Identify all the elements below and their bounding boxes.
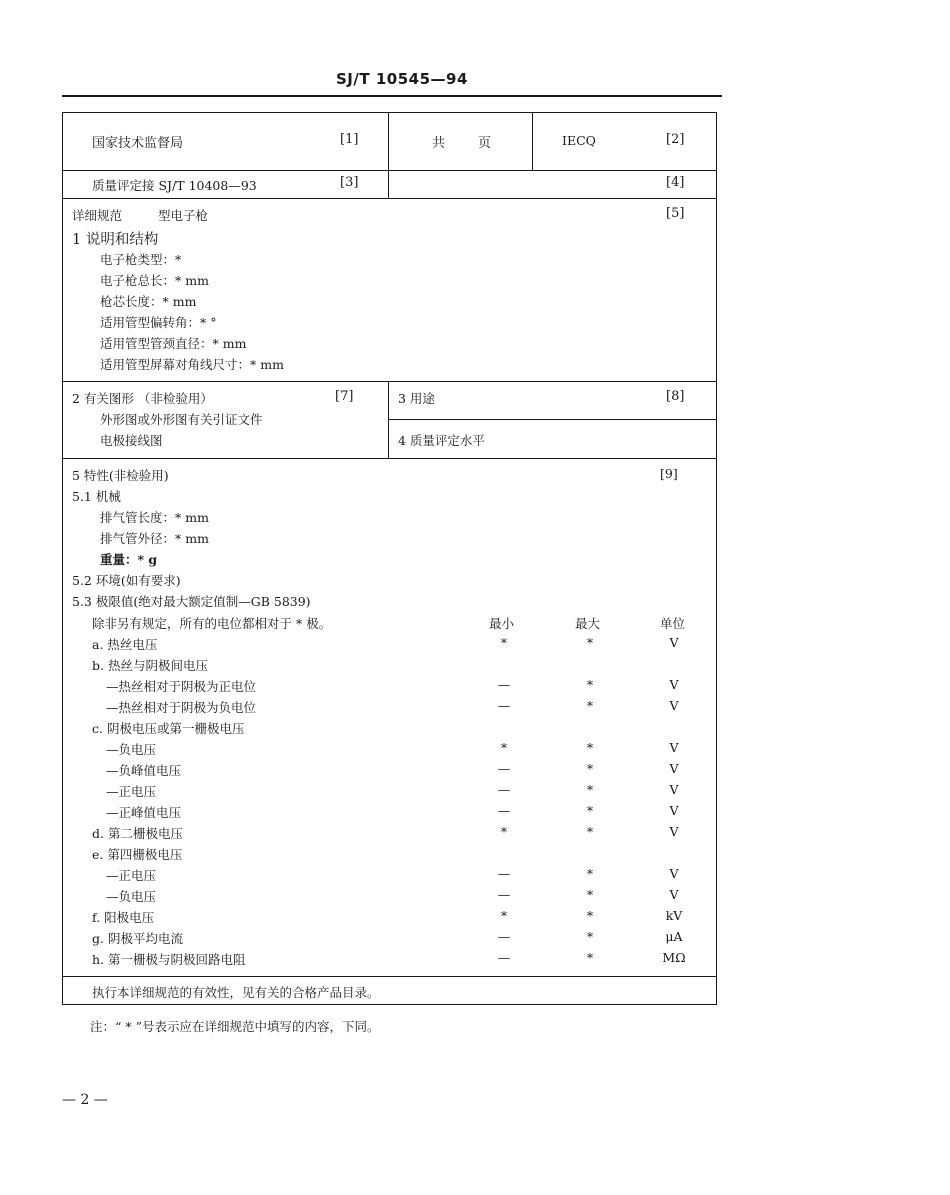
row-divider	[62, 198, 717, 199]
row-min: —	[497, 950, 511, 965]
authority-label: 国家技术监督局	[92, 136, 184, 151]
row-label: —正电压	[106, 868, 157, 883]
row-unit: V	[669, 761, 679, 776]
row-min: *	[500, 908, 508, 923]
row-min: —	[497, 698, 511, 713]
iecq-label: IECQ	[562, 133, 596, 148]
ref-3: [3]	[340, 175, 359, 190]
row-max: *	[586, 929, 594, 944]
row-unit: V	[669, 635, 679, 650]
row-divider	[62, 458, 717, 459]
row-label: h. 第一栅极与阴极回路电阻	[92, 952, 246, 967]
row-label: d. 第二栅极电压	[92, 826, 183, 841]
row-label: —正电压	[106, 784, 157, 799]
footnote: 注：“ * ”号表示应在详细规范中填写的内容，下同。	[90, 1019, 380, 1034]
row-unit: MΩ	[662, 950, 686, 965]
section-4-title: 4 质量评定水平	[398, 433, 485, 448]
row-unit: V	[669, 803, 679, 818]
row-divider	[62, 170, 717, 171]
row-unit: V	[669, 740, 679, 755]
row-min: *	[500, 824, 508, 839]
total-label: 共	[432, 136, 446, 151]
col-divider	[388, 112, 389, 198]
row-max: *	[586, 740, 594, 755]
row-label: e. 第四栅极电压	[92, 847, 183, 862]
s1-item: 适用管型屏幕对角线尺寸：* mm	[100, 357, 284, 372]
quality-assessment: 质量评定接 SJ/T 10408—93	[92, 178, 257, 193]
s1-item: 电子枪总长：* mm	[100, 273, 209, 288]
row-min: —	[497, 677, 511, 692]
header-rule	[62, 95, 722, 97]
col-unit-header: 单位	[660, 616, 686, 631]
s1-item: 适用管型管颈直径：* mm	[100, 336, 247, 351]
row-divider	[62, 381, 717, 382]
row-unit: V	[669, 677, 679, 692]
ref-9: [9]	[660, 466, 678, 481]
row-divider	[62, 976, 717, 977]
section-1-title: 1 说明和结构	[72, 232, 159, 248]
section-2-title: 2 有关图形 （非检验用）	[72, 391, 213, 406]
s1-item: 电子枪类型：*	[100, 252, 182, 267]
row-min: —	[497, 929, 511, 944]
s1-item: 适用管型偏转角：* °	[100, 315, 217, 330]
section-5-2-title: 5.2 环境(如有要求)	[72, 573, 181, 588]
row-max: *	[586, 908, 594, 923]
mech-item: 排气管长度：* mm	[100, 510, 209, 525]
row-label: g. 阴极平均电流	[92, 931, 183, 946]
section-5-1-title: 5.1 机械	[72, 489, 121, 504]
col-min-header: 最小	[489, 616, 515, 631]
row-min: —	[497, 866, 511, 881]
mech-item: 重量：* g	[100, 552, 158, 567]
ref-7: [7]	[335, 389, 354, 404]
row-max: *	[586, 887, 594, 902]
row-min: *	[500, 740, 508, 755]
row-min: —	[497, 761, 511, 776]
row-label: —热丝相对于阴极为正电位	[106, 679, 257, 694]
ref-2: [2]	[666, 132, 685, 147]
col-max-header: 最大	[575, 616, 601, 631]
row-unit: V	[669, 824, 679, 839]
s2-item: 电极接线图	[100, 433, 163, 448]
row-label: —正峰值电压	[106, 805, 182, 820]
row-max: *	[586, 698, 594, 713]
s2-item: 外形图或外形图有关引证文件	[100, 412, 263, 427]
row-unit: V	[669, 887, 679, 902]
ref-4: [4]	[666, 175, 685, 190]
row-unit: V	[669, 698, 679, 713]
ref-5: [5]	[666, 206, 685, 221]
page-label: 页	[478, 136, 492, 151]
row-min: —	[497, 782, 511, 797]
limits-intro: 除非另有规定，所有的电位都相对于 * 极。	[92, 616, 332, 631]
col-divider	[532, 112, 533, 170]
ref-8: [8]	[666, 389, 685, 404]
section-5-title: 5 特性(非检验用)	[72, 468, 169, 483]
document-header: SJ/T 10545—94	[336, 70, 468, 88]
spec-table	[62, 112, 717, 1005]
page-number: — 2 —	[62, 1092, 108, 1108]
row-unit: V	[669, 782, 679, 797]
row-unit: kV	[665, 908, 683, 923]
row-max: *	[586, 866, 594, 881]
validity-note: 执行本详细规范的有效性，见有关的合格产品目录。	[92, 985, 380, 1000]
row-label: —负电压	[106, 889, 157, 904]
mech-item: 排气管外径：* mm	[100, 531, 209, 546]
row-max: *	[586, 803, 594, 818]
row-min: *	[500, 635, 508, 650]
spec-title-prefix: 详细规范	[72, 208, 123, 223]
row-label: —负峰值电压	[106, 763, 182, 778]
row-max: *	[586, 824, 594, 839]
section-3-title: 3 用途	[398, 391, 435, 406]
row-label: f. 阳极电压	[92, 910, 155, 925]
row-max: *	[586, 677, 594, 692]
row-max: *	[586, 635, 594, 650]
row-max: *	[586, 950, 594, 965]
row-label: —负电压	[106, 742, 157, 757]
row-max: *	[586, 761, 594, 776]
row-label: c. 阴极电压或第一栅极电压	[92, 721, 245, 736]
row-max: *	[586, 782, 594, 797]
row-label: —热丝相对于阴极为负电位	[106, 700, 257, 715]
row-label: b. 热丝与阴极间电压	[92, 658, 208, 673]
s1-item: 枪芯长度：* mm	[100, 294, 197, 309]
row-label: a. 热丝电压	[92, 637, 158, 652]
row-min: —	[497, 803, 511, 818]
spec-title-suffix: 型电子枪	[158, 208, 209, 223]
row-divider	[388, 419, 717, 420]
row-min: —	[497, 887, 511, 902]
row-unit: μA	[665, 929, 683, 944]
ref-1: [1]	[340, 132, 359, 147]
row-unit: V	[669, 866, 679, 881]
section-5-3-title: 5.3 极限值(绝对最大额定值制—GB 5839)	[72, 594, 311, 609]
